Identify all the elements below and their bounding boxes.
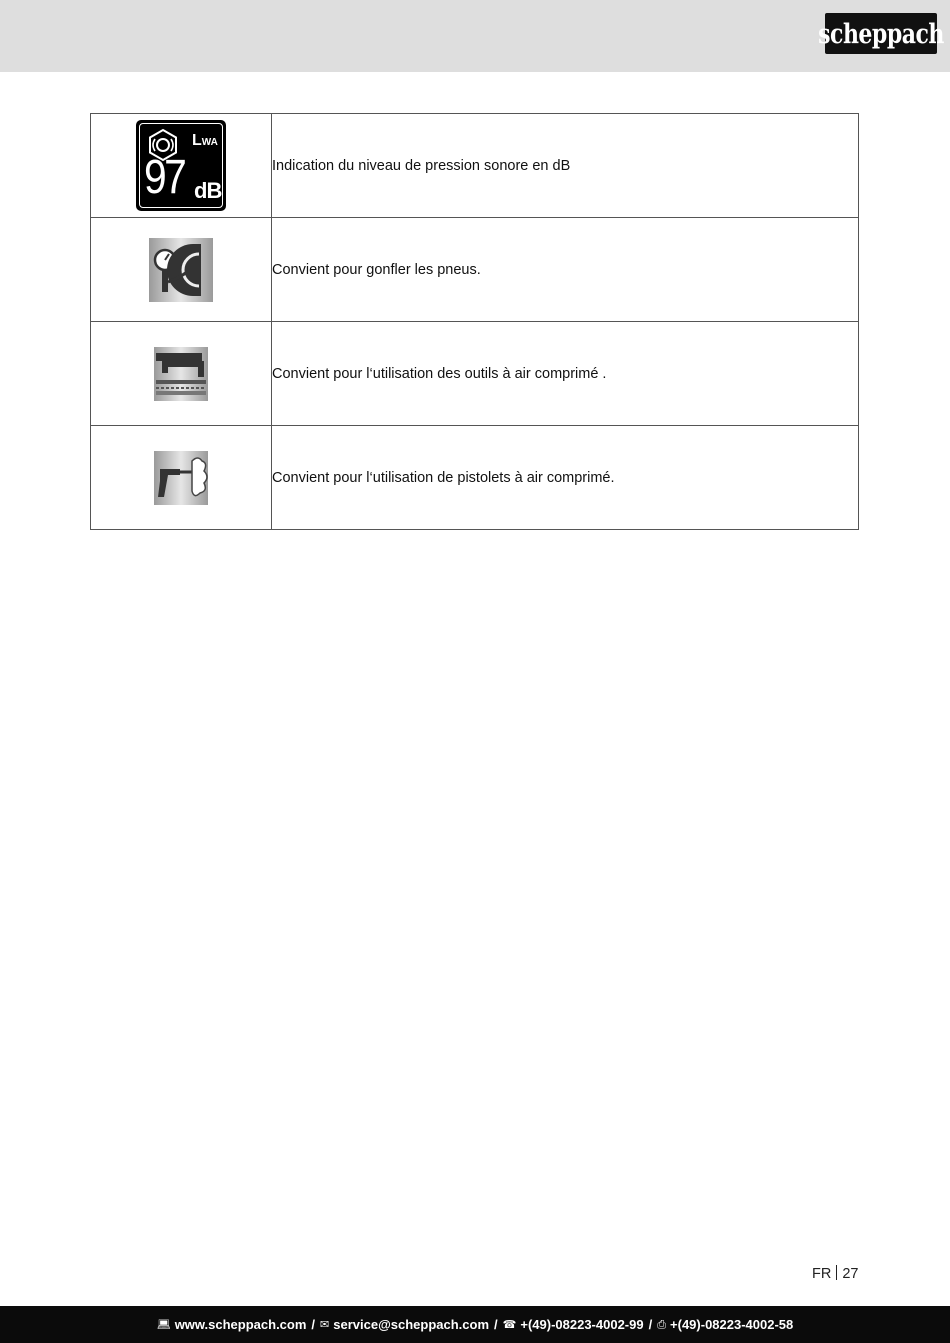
- header-band: [0, 0, 950, 72]
- icon-cell: [91, 114, 272, 218]
- page-language: FR: [812, 1266, 832, 1282]
- symbol-description: Indication du niveau de pression sonore en dB: [272, 114, 859, 218]
- table-row: [91, 322, 859, 426]
- symbol-description: Convient pour gonfler les pneus.: [272, 218, 859, 322]
- icon-cell: [91, 322, 272, 426]
- divider: [836, 1265, 837, 1280]
- phone-icon: ☎: [502, 1318, 517, 1331]
- brand-logo: scheppach: [825, 13, 937, 54]
- symbols-table: [90, 113, 859, 530]
- sound-level-unit: dB: [194, 178, 222, 203]
- page-number: [812, 1265, 858, 1282]
- computer-icon: 💻︎: [156, 1318, 171, 1331]
- footer-email-link[interactable]: service@scheppach.com: [333, 1317, 490, 1332]
- footer-website-link[interactable]: www.scheppach.com: [174, 1317, 307, 1332]
- symbol-description: Convient pour l‘utilisation de pistolets à air comprimé.: [272, 426, 859, 530]
- air-blow-gun-icon: [154, 451, 208, 505]
- tyre-inflation-icon: [149, 238, 213, 302]
- icon-cell: [91, 426, 272, 530]
- table-row: [91, 218, 859, 322]
- symbol-description: Convient pour l‘utilisation des outils à air comprimé .: [272, 322, 859, 426]
- page-number-value: 27: [842, 1266, 859, 1282]
- lwa-label: LWA: [192, 132, 218, 149]
- footer-bar: 💻︎ www.scheppach.com / ✉ service@scheppach.com / ☎ +(49)-08223-4002-99 / ⎙ +(49)-08223-4002-58: [0, 1306, 950, 1343]
- table-row: [91, 426, 859, 530]
- sound-power-level-icon: [136, 120, 226, 211]
- table-row: [91, 114, 859, 218]
- footer-phone: +(49)-08223-4002-99: [520, 1317, 644, 1332]
- footer-fax: +(49)-08223-4002-58: [670, 1317, 794, 1332]
- icon-cell: [91, 218, 272, 322]
- mail-icon: ✉: [320, 1318, 330, 1331]
- fax-icon: ⎙: [657, 1317, 667, 1331]
- air-nailer-icon: [154, 347, 208, 401]
- sound-level-value: 97: [144, 151, 185, 204]
